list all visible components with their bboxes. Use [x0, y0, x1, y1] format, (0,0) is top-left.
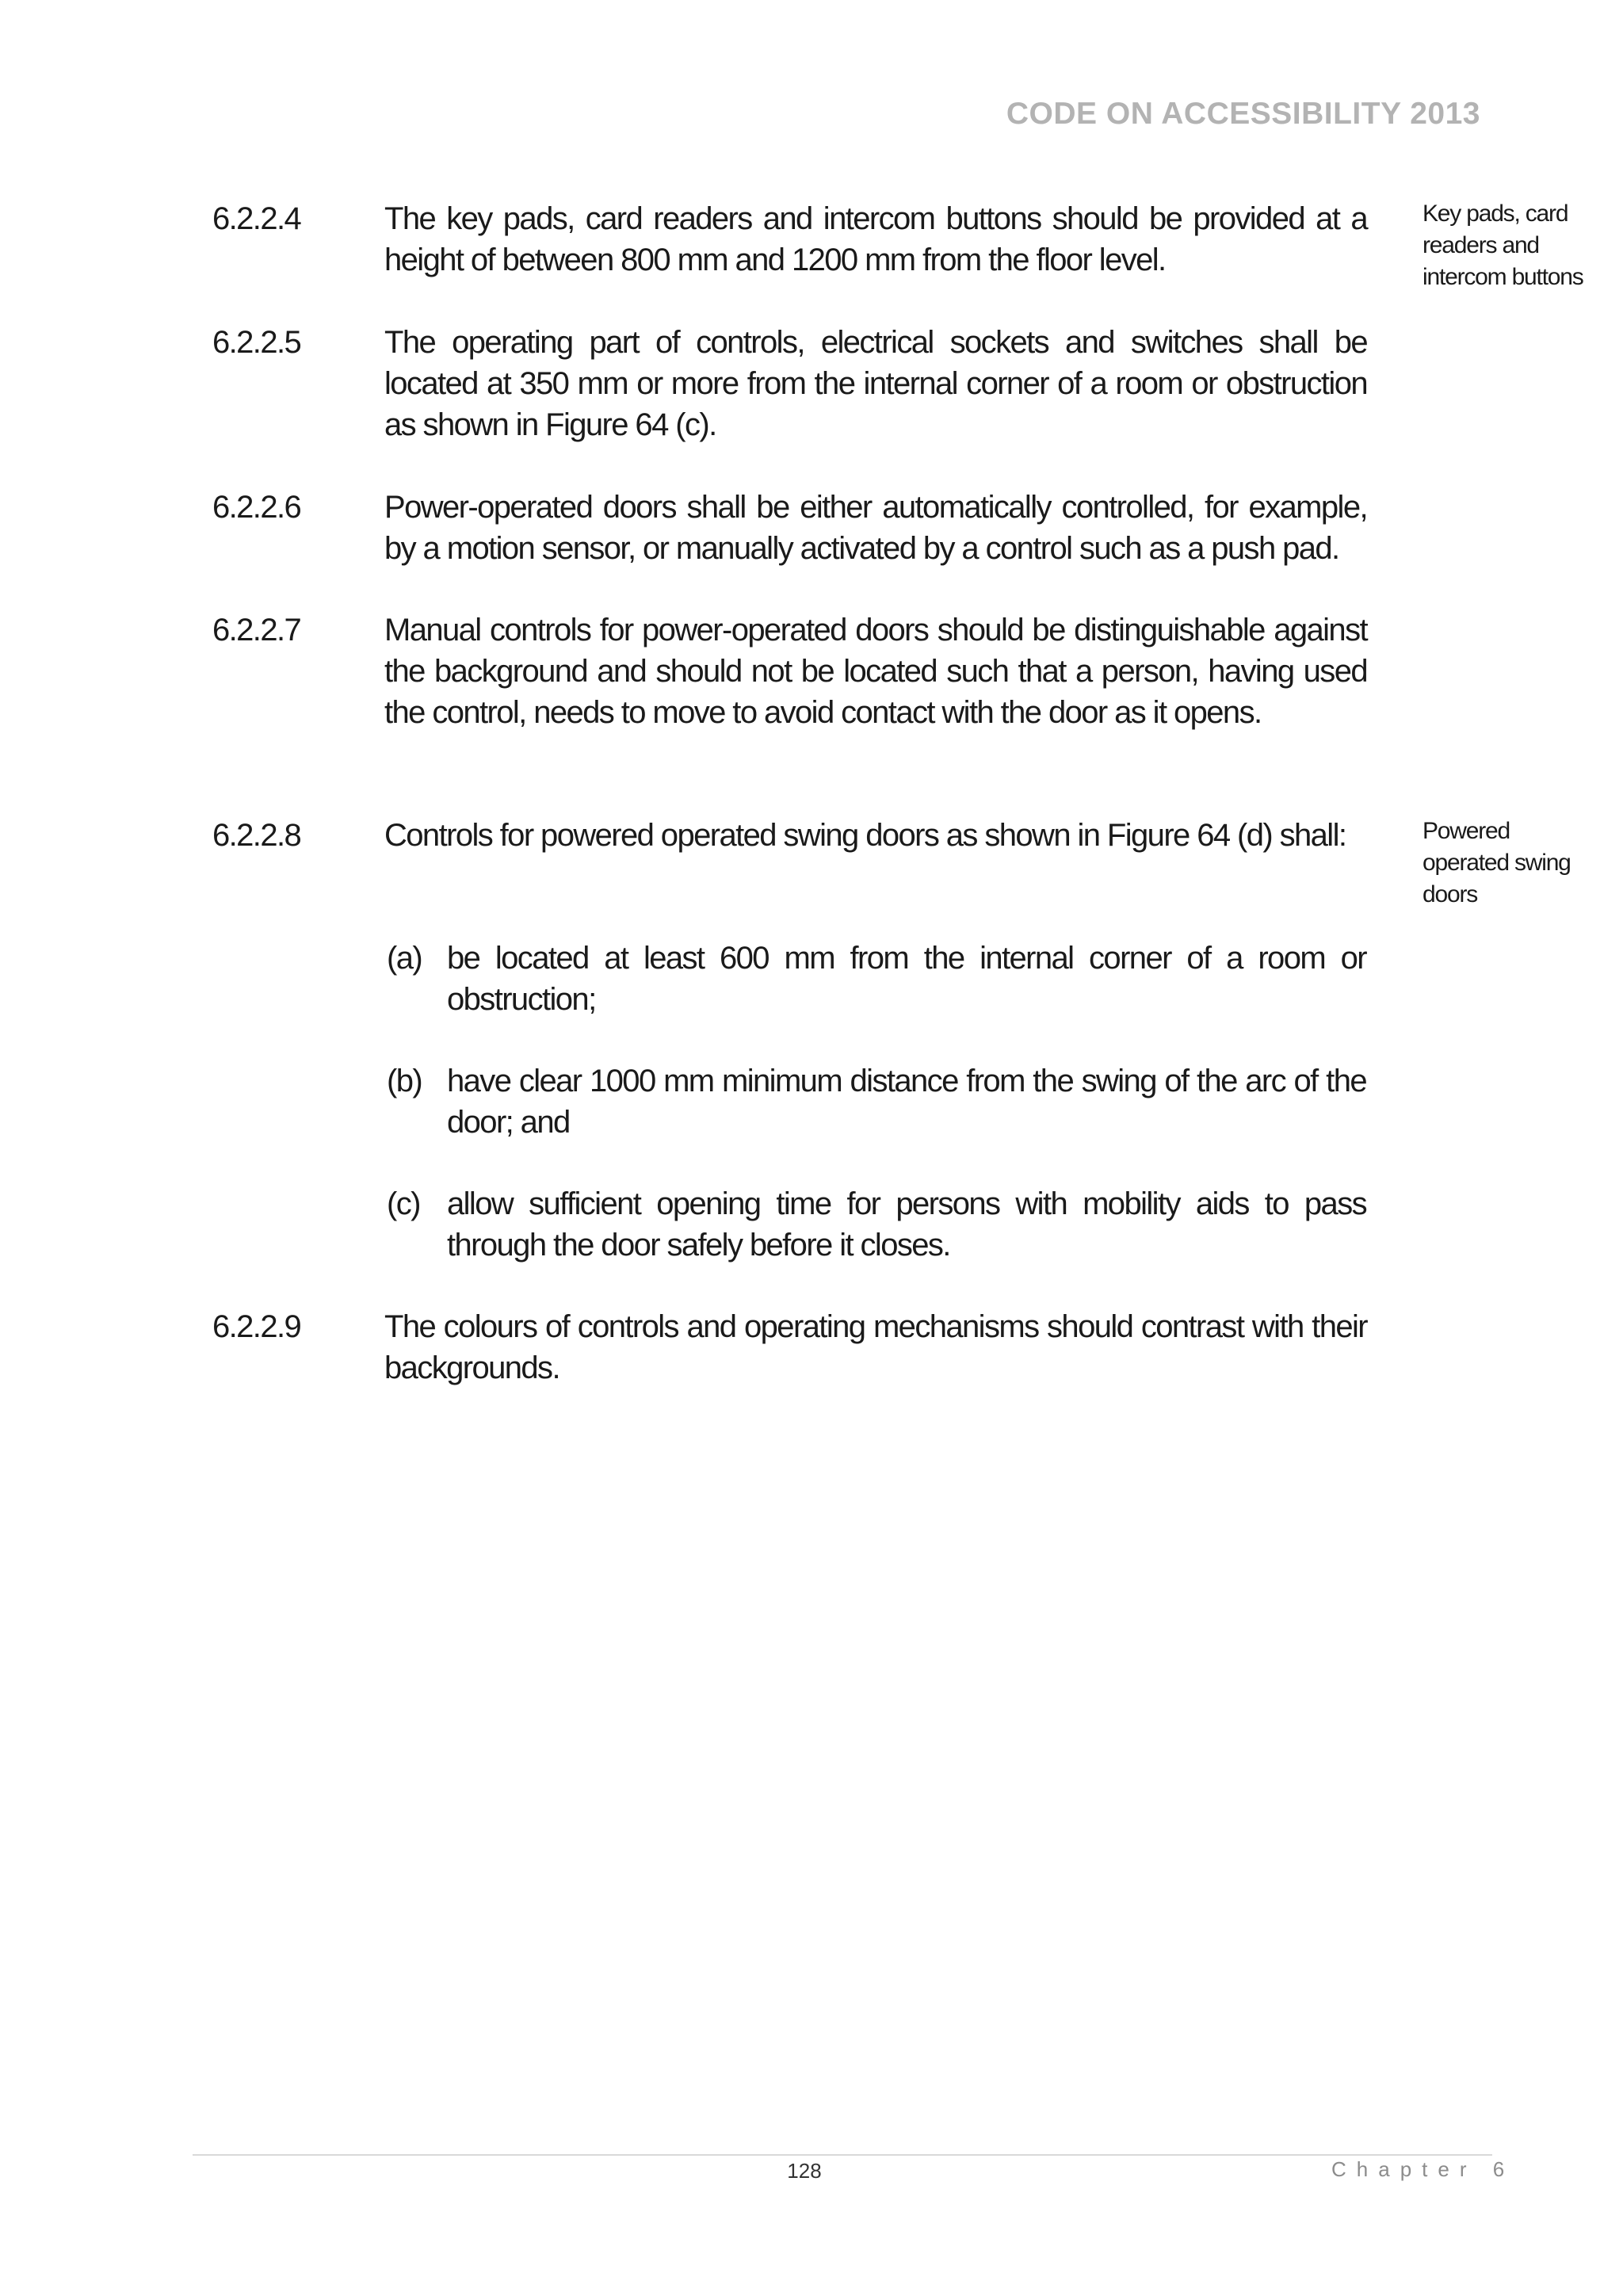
chapter-label: Chapter 6 [1331, 2157, 1515, 2181]
clause-text: The key pads, card readers and intercom buttons should be provided at a height of between 800 mm and 1200 mm from the floor level. [384, 201, 1367, 277]
margin-note-powered-doors: Powered operated swing doors [1423, 818, 1571, 907]
clause-number: 6.2.2.5 [212, 325, 301, 360]
page-number: 128 [787, 2159, 822, 2183]
clause-text: Manual controls for power-operated doors should be distinguishable against the background and should not be located such that a person, having used the control, needs to move to avoid contact with the door as it opens. [384, 613, 1367, 730]
clause-number: 6.2.2.6 [212, 490, 301, 525]
clause-text: Power-operated doors shall be either automatically controlled, for example, by a motion sensor, or manually activated by a control such as a push pad. [384, 490, 1367, 566]
margin-note-key-pads: Key pads, card readers and intercom buttons [1423, 201, 1583, 290]
list-item-text: have clear 1000 mm minimum distance from the swing of the arc of the door; and [447, 1064, 1366, 1140]
clause-text: Controls for powered operated swing doors as shown in Figure 64 (d) shall: [384, 818, 1346, 853]
document-header-title: CODE ON ACCESSIBILITY 2013 [1006, 97, 1480, 131]
list-item-text: allow sufficient opening time for persons with mobility aids to pass through the door safely before it closes. [447, 1186, 1366, 1263]
list-item-label: (a) [387, 941, 422, 976]
clause-text: The operating part of controls, electrical sockets and switches shall be located at 350 mm or more from the internal corner of a room or obstruction as shown in Figure 64 (c). [384, 325, 1367, 442]
list-item-label: (b) [387, 1064, 422, 1098]
clause-text: The colours of controls and operating mechanisms should contrast with their backgrounds. [384, 1309, 1367, 1385]
clause-number: 6.2.2.4 [212, 201, 301, 236]
clause-number: 6.2.2.8 [212, 818, 301, 853]
clause-number: 6.2.2.9 [212, 1309, 301, 1344]
clause-number: 6.2.2.7 [212, 613, 301, 648]
list-item-text: be located at least 600 mm from the internal corner of a room or obstruction; [447, 941, 1366, 1017]
footer-divider [193, 2154, 1492, 2156]
list-item-label: (c) [387, 1186, 420, 1221]
